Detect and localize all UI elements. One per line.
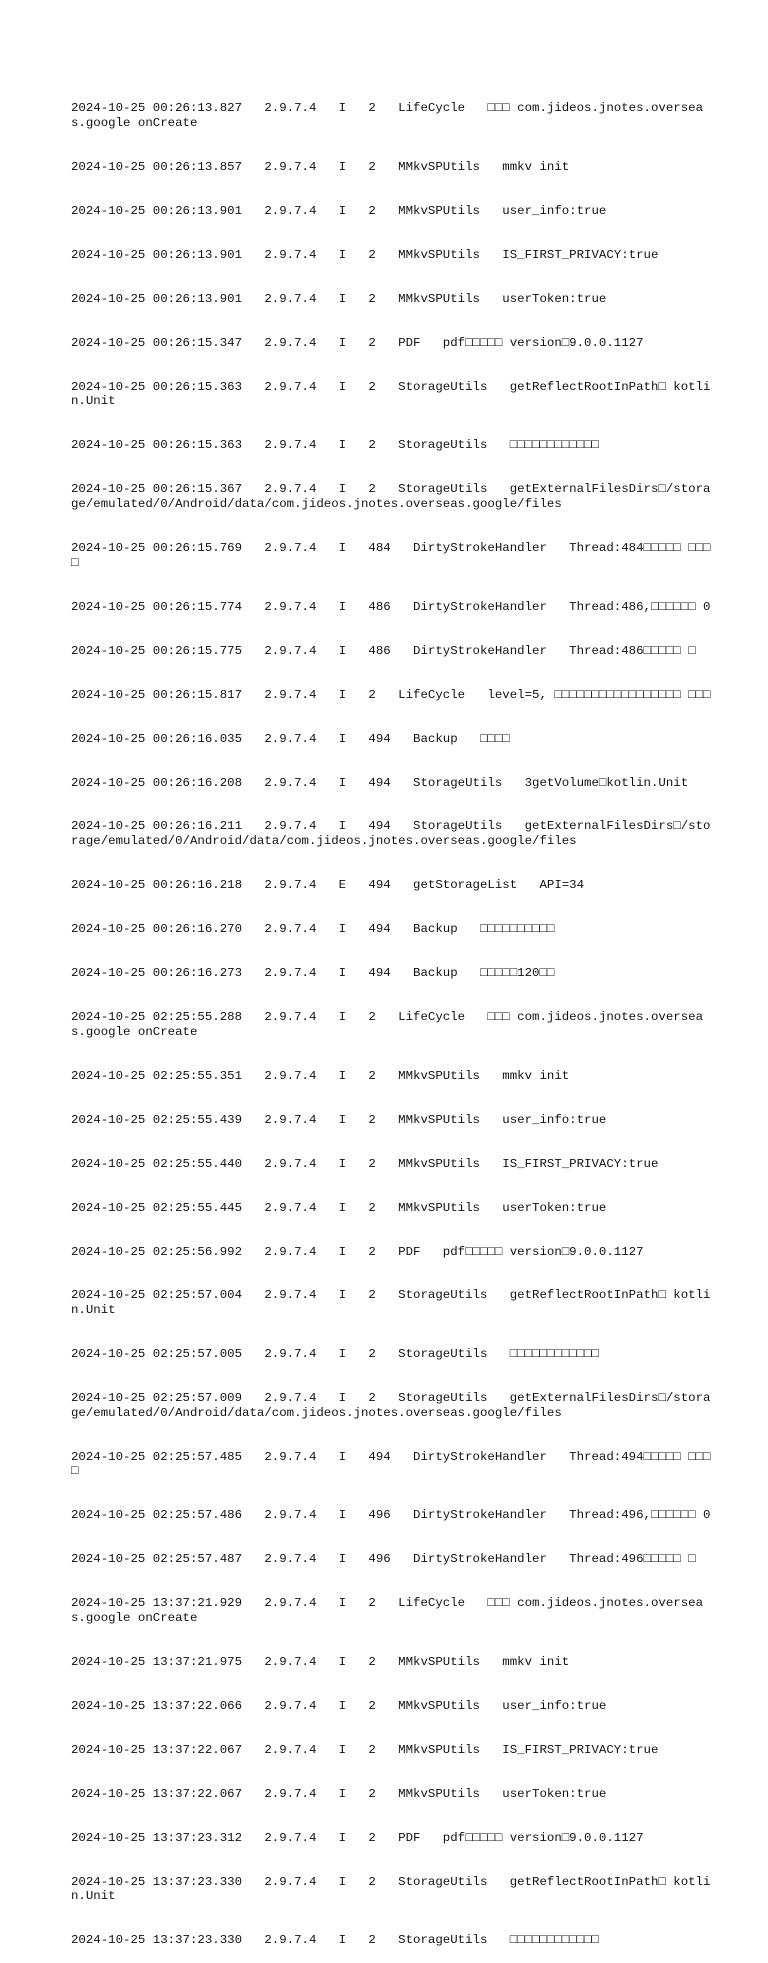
log-entry: 2024-10-25 02:25:55.445 2.9.7.4 I 2 MMkvSPUtils userToken:true — [71, 1200, 607, 1215]
log-entry: 2024-10-25 13:37:21.929 2.9.7.4 I 2 LifeCycle □□□ com.jideos.jnotes.overseas.google onCreate — [71, 1596, 704, 1625]
log-entry: 2024-10-25 00:26:16.208 2.9.7.4 I 494 StorageUtils 3getVolume□kotlin.Unit — [71, 775, 689, 790]
log-entry: 2024-10-25 02:25:57.004 2.9.7.4 I 2 StorageUtils getReflectRootInPath□ kotlin.Unit — [71, 1288, 711, 1318]
log-entry: 2024-10-25 00:26:15.817 2.9.7.4 I 2 LifeCycle level=5, □□□□□□□□□□□□□□□□□ □□□ — [71, 687, 711, 702]
log-entry: 2024-10-25 00:26:15.347 2.9.7.4 I 2 PDF pdf□□□□□ version□9.0.0.1127 — [71, 335, 644, 350]
log-entry: 2024-10-25 02:25:57.005 2.9.7.4 I 2 StorageUtils □□□□□□□□□□□□ — [71, 1347, 599, 1362]
log-entry: 2024-10-25 00:26:13.857 2.9.7.4 I 2 MMkvSPUtils mmkv init — [71, 159, 570, 174]
log-entry: 2024-10-25 02:25:56.992 2.9.7.4 I 2 PDF pdf□□□□□ version□9.0.0.1127 — [71, 1244, 644, 1259]
log-entry: 2024-10-25 13:37:22.067 2.9.7.4 I 2 MMkvSPUtils IS_FIRST_PRIVACY:true — [71, 1742, 659, 1757]
log-entry: 2024-10-25 00:26:15.775 2.9.7.4 I 486 DirtyStrokeHandler Thread:486□□□□□ □ — [71, 643, 696, 658]
log-document — [71, 72, 711, 1963]
log-entry: 2024-10-25 13:37:21.975 2.9.7.4 I 2 MMkvSPUtils mmkv init — [71, 1654, 570, 1669]
log-entry: 2024-10-25 13:37:23.312 2.9.7.4 I 2 PDF pdf□□□□□ version□9.0.0.1127 — [71, 1830, 644, 1845]
log-entry: 2024-10-25 02:25:55.440 2.9.7.4 I 2 MMkvSPUtils IS_FIRST_PRIVACY:true — [71, 1156, 659, 1171]
log-entry: 2024-10-25 13:37:22.066 2.9.7.4 I 2 MMkvSPUtils user_info:true — [71, 1698, 607, 1713]
log-entry: 2024-10-25 13:37:22.067 2.9.7.4 I 2 MMkvSPUtils userToken:true — [71, 1786, 607, 1801]
log-entry: 2024-10-25 02:25:57.485 2.9.7.4 I 494 DirtyStrokeHandler Thread:494□□□□□ □□□□ — [71, 1449, 711, 1479]
log-entry: 2024-10-25 02:25:57.487 2.9.7.4 I 496 DirtyStrokeHandler Thread:496□□□□□ □ — [71, 1552, 696, 1567]
log-entry: 2024-10-25 00:26:15.774 2.9.7.4 I 486 DirtyStrokeHandler Thread:486,□□□□□□ 0 — [71, 599, 711, 614]
log-entry: 2024-10-25 00:26:15.363 2.9.7.4 I 2 StorageUtils □□□□□□□□□□□□ — [71, 438, 599, 453]
log-entry: 2024-10-25 02:25:57.009 2.9.7.4 I 2 StorageUtils getExternalFilesDirs□/storage/emulated/0/Android/data/com.jideos.jnotes.overseas.google/files — [71, 1391, 711, 1420]
log-entry: 2024-10-25 02:25:57.486 2.9.7.4 I 496 DirtyStrokeHandler Thread:496,□□□□□□ 0 — [71, 1508, 711, 1523]
log-entry: 2024-10-25 00:26:15.363 2.9.7.4 I 2 StorageUtils getReflectRootInPath□ kotlin.Unit — [71, 379, 711, 409]
log-entry: 2024-10-25 02:25:55.288 2.9.7.4 I 2 LifeCycle □□□ com.jideos.jnotes.overseas.google onCreate — [71, 1010, 704, 1039]
log-entry: 2024-10-25 13:37:23.330 2.9.7.4 I 2 StorageUtils □□□□□□□□□□□□ — [71, 1933, 599, 1948]
log-entry: 2024-10-25 00:26:13.901 2.9.7.4 I 2 MMkvSPUtils user_info:true — [71, 203, 607, 218]
log-entry: 2024-10-25 00:26:16.270 2.9.7.4 I 494 Backup □□□□□□□□□□ — [71, 922, 555, 937]
log-entry: 2024-10-25 00:26:16.211 2.9.7.4 I 494 StorageUtils getExternalFilesDirs□/storage/emulated/0/Android/data/com.jideos.jnotes.overseas.google/files — [71, 819, 711, 849]
log-entry: 2024-10-25 00:26:13.901 2.9.7.4 I 2 MMkvSPUtils IS_FIRST_PRIVACY:true — [71, 247, 659, 262]
log-entry: 2024-10-25 00:26:16.273 2.9.7.4 I 494 Backup □□□□□120□□ — [71, 966, 555, 981]
log-entry: 2024-10-25 00:26:13.827 2.9.7.4 I 2 LifeCycle □□□ com.jideos.jnotes.overseas.google onCreate — [71, 101, 704, 130]
log-entry: 2024-10-25 02:25:55.351 2.9.7.4 I 2 MMkvSPUtils mmkv init — [71, 1068, 570, 1083]
log-entry: 2024-10-25 00:26:13.901 2.9.7.4 I 2 MMkvSPUtils userToken:true — [71, 291, 607, 306]
log-entry: 2024-10-25 13:37:23.330 2.9.7.4 I 2 StorageUtils getReflectRootInPath□ kotlin.Unit — [71, 1874, 711, 1904]
log-entry: 2024-10-25 00:26:16.218 2.9.7.4 E 494 getStorageList API=34 — [71, 878, 585, 893]
log-entry: 2024-10-25 00:26:15.367 2.9.7.4 I 2 StorageUtils getExternalFilesDirs□/storage/emulated/0/Android/data/com.jideos.jnotes.overseas.google/files — [71, 482, 711, 512]
log-entry: 2024-10-25 00:26:16.035 2.9.7.4 I 494 Backup □□□□ — [71, 731, 510, 746]
log-entry: 2024-10-25 00:26:15.769 2.9.7.4 I 484 DirtyStrokeHandler Thread:484□□□□□ □□□□ — [71, 541, 711, 570]
log-entry: 2024-10-25 02:25:55.439 2.9.7.4 I 2 MMkvSPUtils user_info:true — [71, 1112, 607, 1127]
